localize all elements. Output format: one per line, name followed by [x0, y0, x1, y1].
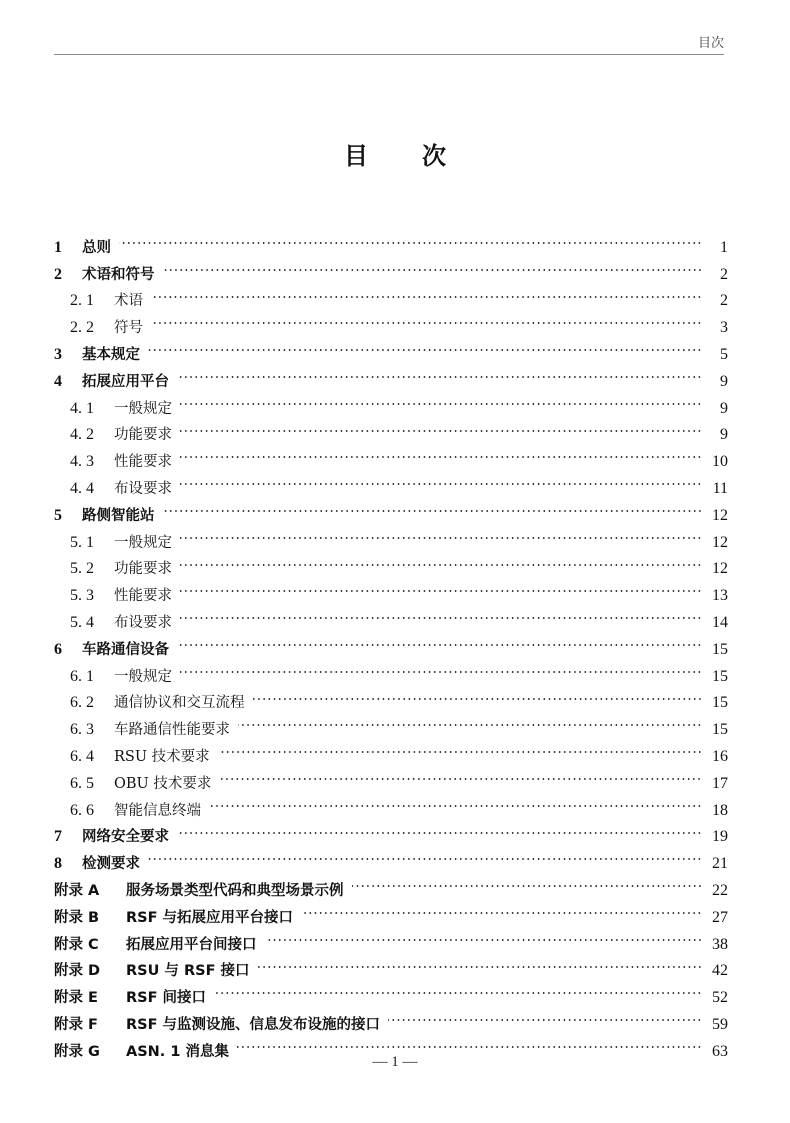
toc-entry-number: 5. 1 — [70, 533, 94, 551]
toc-entry-page-number: 11 — [712, 479, 728, 497]
toc-entry-page-number: 15 — [712, 694, 728, 712]
toc-entry-page-number: 18 — [712, 801, 728, 819]
dot-leader — [180, 520, 702, 547]
dot-leader — [218, 734, 702, 761]
toc-entry-page-number: 19 — [712, 828, 728, 846]
dot-leader — [238, 707, 702, 734]
toc-entry-page-number: 9 — [720, 372, 728, 390]
toc-entry-title: RSF 与监测设施、信息发布设施的接口 — [126, 1016, 381, 1033]
toc-entry-number: 6. 3 — [70, 721, 94, 739]
toc-entry-number: 5 — [54, 506, 62, 524]
toc-entry-number: 8 — [54, 855, 62, 873]
dot-leader — [163, 252, 703, 279]
dot-leader — [151, 305, 702, 332]
toc-entry-title: RSF 与拓展应用平台接口 — [126, 909, 294, 926]
toc-entry-number: 3 — [54, 345, 62, 363]
toc-entry-page-number: 9 — [720, 399, 728, 417]
toc-entry-title: 性能要求 — [114, 588, 172, 605]
toc-entry-number: 2. 1 — [70, 292, 94, 310]
dot-leader — [388, 1002, 702, 1029]
toc-entry[interactable] — [54, 841, 728, 873]
toc-entry-page-number: 15 — [712, 721, 728, 739]
dot-leader — [180, 573, 702, 600]
toc-entry-page-number: 38 — [712, 935, 728, 953]
toc-entry-number: 6. 5 — [70, 774, 94, 792]
toc-entry-title: 功能要求 — [114, 561, 172, 578]
toc-entry-title: 智能信息终端 — [114, 802, 201, 819]
toc-entry-title: 一般规定 — [114, 534, 172, 551]
dot-leader — [209, 788, 702, 815]
toc-entry-title: 拓展应用平台 — [82, 373, 169, 390]
running-header — [54, 30, 724, 55]
toc-entry-number: 5. 3 — [70, 587, 94, 605]
toc-entry-page-number: 22 — [712, 881, 728, 899]
toc-entry-number: 附录 G — [54, 1043, 100, 1060]
toc-entry-title: ASN. 1 消息集 — [126, 1043, 229, 1060]
toc-entry-title: 布设要求 — [114, 614, 172, 631]
dot-leader — [177, 627, 702, 654]
toc-entry-page-number: 12 — [712, 533, 728, 551]
toc-entry-title: 检测要求 — [82, 856, 140, 873]
toc-entry-number: 附录 F — [54, 1016, 98, 1033]
toc-entry-page-number: 2 — [720, 292, 728, 310]
toc-entry-title: 总则 — [82, 239, 111, 256]
toc-entry-title: 网络安全要求 — [82, 829, 169, 846]
toc-entry-title: 通信协议和交互流程 — [114, 695, 245, 712]
toc-entry[interactable] — [54, 279, 728, 310]
toc-entry-title: 性能要求 — [114, 454, 172, 471]
toc-entry-number: 4. 4 — [70, 479, 94, 497]
toc-entry-number: 4. 2 — [70, 426, 94, 444]
dot-leader — [253, 681, 703, 708]
toc-entry-page-number: 2 — [720, 265, 728, 283]
dot-leader — [177, 815, 702, 842]
dot-leader — [180, 439, 702, 466]
dot-leader — [177, 359, 702, 386]
toc-entry-number: 附录 B — [54, 909, 100, 926]
toc-entry-number: 6 — [54, 640, 62, 658]
table-of-contents — [54, 225, 728, 1060]
toc-entry-title: 一般规定 — [114, 668, 172, 685]
dot-leader — [180, 466, 702, 493]
toc-entry-number: 6. 2 — [70, 694, 94, 712]
dot-leader — [352, 868, 703, 895]
toc-entry-title: 基本规定 — [82, 346, 140, 363]
toc-entry-title: OBU 技术要求 — [114, 775, 212, 792]
toc-entry[interactable] — [54, 225, 728, 256]
dot-leader — [151, 279, 702, 306]
toc-entry-page-number: 27 — [712, 908, 728, 926]
toc-entry-title: 术语 — [114, 293, 143, 310]
page-title — [0, 136, 790, 171]
page-title-char-2: 次 — [422, 142, 446, 170]
toc-appendix-entry[interactable] — [54, 868, 728, 899]
toc-entry-page-number: 1 — [720, 238, 728, 256]
toc-entry-number: 附录 A — [54, 882, 100, 899]
toc-entry-page-number: 13 — [712, 587, 728, 605]
dot-leader — [237, 1029, 702, 1056]
dot-leader — [265, 922, 703, 949]
toc-entry-number: 附录 D — [54, 963, 101, 980]
toc-entry-page-number: 59 — [712, 1015, 728, 1033]
toc-entry-title: 车路通信设备 — [82, 641, 169, 658]
toc-entry[interactable] — [54, 252, 728, 283]
toc-entry-page-number: 10 — [712, 453, 728, 471]
toc-entry-title: 拓展应用平台间接口 — [126, 936, 257, 953]
toc-entry-page-number: 63 — [712, 1042, 728, 1060]
toc-entry[interactable] — [54, 332, 728, 363]
toc-entry-number: 2 — [54, 265, 62, 283]
toc-entry-title: 布设要求 — [114, 480, 172, 497]
toc-entry-number: 4 — [54, 372, 62, 390]
toc-entry-page-number: 9 — [720, 426, 728, 444]
toc-entry-title: RSF 间接口 — [126, 990, 207, 1007]
toc-entry-number: 6. 1 — [70, 667, 94, 685]
toc-entry-number: 6. 4 — [70, 747, 94, 765]
running-header-text: 目次 — [697, 36, 724, 51]
dot-leader — [219, 761, 702, 788]
dot-leader — [148, 841, 702, 868]
toc-entry-number: 附录 C — [54, 936, 99, 953]
toc-entry-title: 术语和符号 — [82, 266, 155, 283]
dot-leader — [119, 225, 702, 252]
dot-leader — [258, 949, 702, 976]
dot-leader — [180, 654, 702, 681]
toc-entry-number: 4. 3 — [70, 453, 94, 471]
toc-entry-page-number: 15 — [712, 640, 728, 658]
toc-entry-page-number: 52 — [712, 989, 728, 1007]
toc-entry[interactable] — [54, 359, 728, 390]
toc-entry-title: 功能要求 — [114, 427, 172, 444]
toc-entry-page-number: 42 — [712, 962, 728, 980]
toc-entry-page-number: 12 — [712, 560, 728, 578]
toc-entry-page-number: 15 — [712, 667, 728, 685]
toc-entry-number: 1 — [54, 238, 62, 256]
page-number-footer: — 1 — — [372, 1054, 418, 1070]
dot-leader — [301, 895, 702, 922]
toc-entry[interactable] — [54, 305, 728, 337]
toc-entry-page-number: 5 — [720, 345, 728, 363]
toc-entry-number: 7 — [54, 828, 62, 846]
toc-entry-number: 5. 4 — [70, 613, 94, 631]
toc-entry-page-number: 17 — [712, 774, 728, 792]
toc-entry-page-number: 16 — [712, 747, 728, 765]
dot-leader — [163, 493, 703, 520]
toc-entry-number: 2. 2 — [70, 319, 94, 337]
toc-entry-page-number: 21 — [712, 855, 728, 873]
toc-entry-number: 6. 6 — [70, 801, 94, 819]
dot-leader — [180, 547, 702, 574]
toc-entry-title: 符号 — [114, 320, 143, 337]
toc-entry-page-number: 12 — [712, 506, 728, 524]
dot-leader — [148, 332, 702, 359]
dot-leader — [214, 975, 702, 1002]
toc-entry-page-number: 3 — [720, 319, 728, 337]
toc-entry-title: RSU 与 RSF 接口 — [126, 963, 250, 980]
toc-entry-title: 一般规定 — [114, 400, 172, 417]
toc-entry-page-number: 14 — [712, 613, 728, 631]
toc-entry-title: 服务场景类型代码和典型场景示例 — [126, 882, 344, 899]
dot-leader — [180, 413, 702, 440]
toc-entry-number: 附录 E — [54, 990, 98, 1007]
toc-entry-number: 4. 1 — [70, 399, 94, 417]
toc-entry-title: RSU 技术要求 — [114, 748, 210, 765]
dot-leader — [180, 600, 702, 627]
dot-leader — [180, 386, 702, 413]
toc-entry-number: 5. 2 — [70, 560, 94, 578]
page-title-char-1: 目 — [344, 142, 368, 170]
toc-entry-title: 车路通信性能要求 — [114, 722, 230, 739]
toc-entry-title: 路侧智能站 — [82, 507, 155, 524]
